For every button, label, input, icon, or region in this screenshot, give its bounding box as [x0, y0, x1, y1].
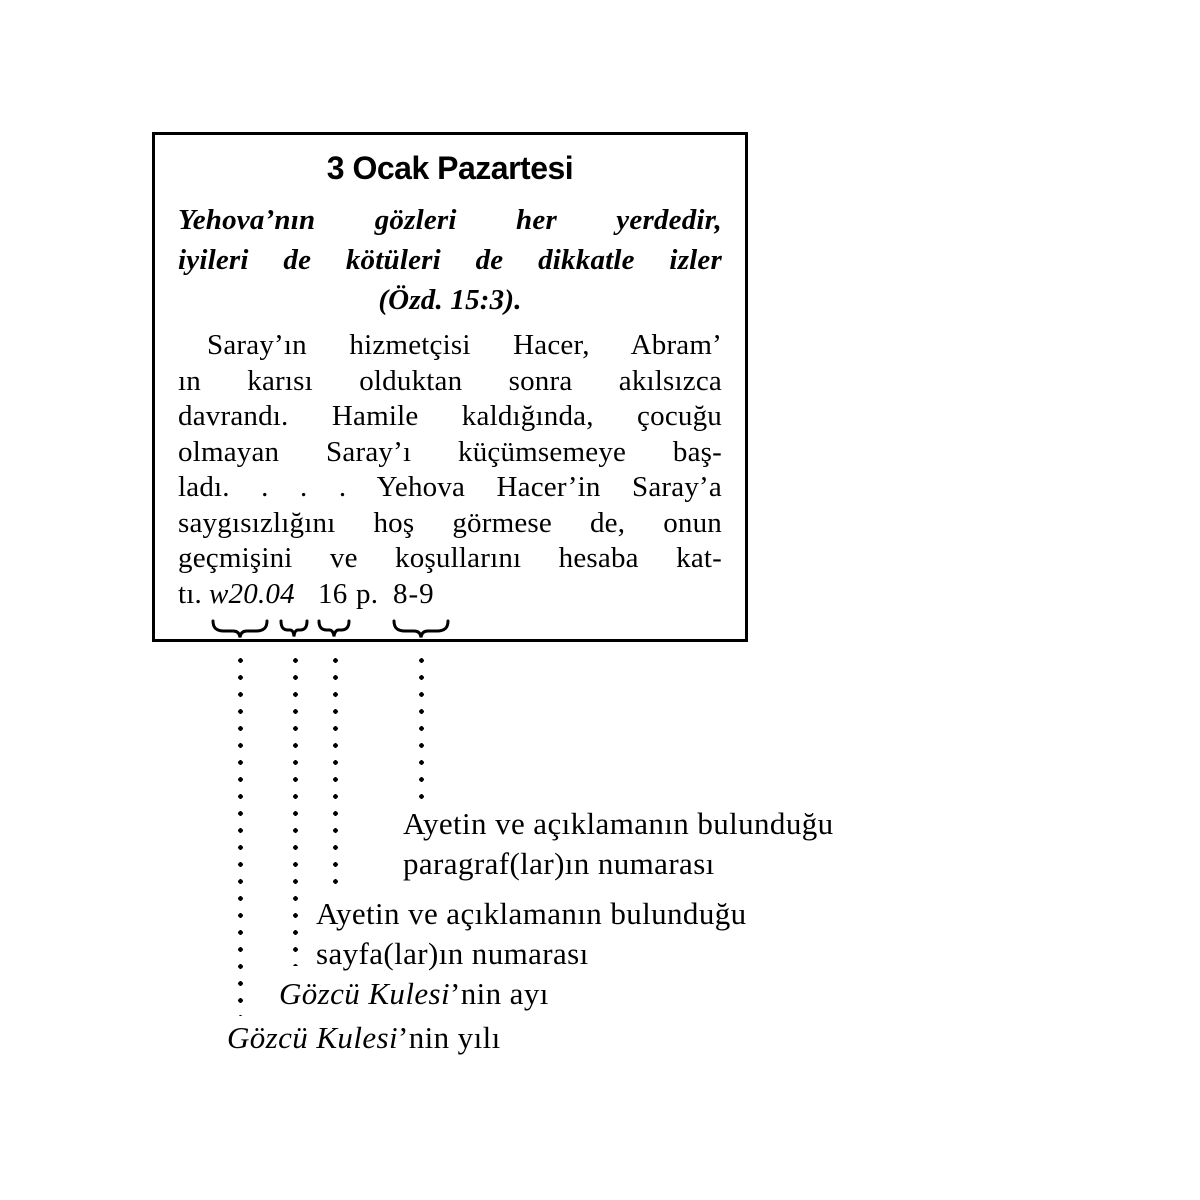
- paragraph-number-label: [403, 804, 834, 884]
- label-line: sayfa(lar)ın numarası: [316, 936, 589, 971]
- label-line: Ayetin ve açıklamanın bulunduğu: [316, 896, 747, 931]
- publication-name: Gözcü Kulesi: [227, 1020, 398, 1055]
- citation-paragraph-abbrev: p.: [356, 577, 379, 610]
- citation-line: [178, 577, 722, 613]
- month-underbrace-icon: [279, 618, 309, 645]
- label-line: Ayetin ve açıklamanın bulunduğu: [403, 806, 834, 841]
- page-number-label: [316, 894, 747, 974]
- month-label: [279, 974, 549, 1014]
- label-suffix: ’nin yılı: [398, 1020, 501, 1055]
- body-line: davrandı. Hamile kaldığında, çocuğu: [178, 400, 722, 432]
- comment-paragraph: [178, 328, 722, 612]
- body-line: geçmişini ve koşullarını hesaba kat-: [178, 542, 722, 574]
- daily-text-card: [152, 132, 748, 642]
- body-line: ın karısı olduktan sonra akılsızca: [178, 364, 722, 397]
- theme-scripture: [178, 200, 722, 320]
- scripture-reference: (Özd. 15:3).: [378, 284, 522, 316]
- paragraph-connector-dotted-line: [419, 658, 424, 802]
- daily-text-date: 3 Ocak Pazartesi: [326, 150, 574, 186]
- page-connector-dotted-line: [333, 658, 338, 884]
- scripture-line: iyileri de kötüleri de dikkatle izler: [178, 244, 722, 276]
- publication-name: Gözcü Kulesi: [279, 976, 450, 1011]
- body-line: Saray’ın hizmetçisi Hacer, Abram’: [207, 329, 722, 361]
- label-suffix: ’nin ayı: [450, 976, 549, 1011]
- citation-page-number: 16: [318, 577, 348, 610]
- body-line: saygısızlığını hoş görmese de, onun: [178, 506, 722, 539]
- citation-paragraph-numbers: 8-9: [393, 577, 435, 610]
- year-label: [227, 1018, 501, 1058]
- citation-prefix: tı.: [178, 577, 202, 610]
- page-underbrace-icon: [317, 618, 351, 645]
- month-connector-dotted-line: [293, 658, 298, 966]
- body-line: ladı. . . . Yehova Hacer’in Saray’a: [178, 471, 722, 503]
- daily-text-card-content: [155, 135, 745, 612]
- scripture-line: Yehova’nın gözleri her yerdedir,: [178, 204, 722, 236]
- paragraph-underbrace-icon: [392, 618, 450, 645]
- year-underbrace-icon: [211, 618, 269, 645]
- body-line: olmayan Saray’ı küçümsemeye baş-: [178, 435, 722, 468]
- label-line: paragraf(lar)ın numarası: [403, 846, 715, 881]
- year-connector-dotted-line: [238, 658, 243, 1016]
- citation-publication-code: w20.04: [209, 577, 295, 610]
